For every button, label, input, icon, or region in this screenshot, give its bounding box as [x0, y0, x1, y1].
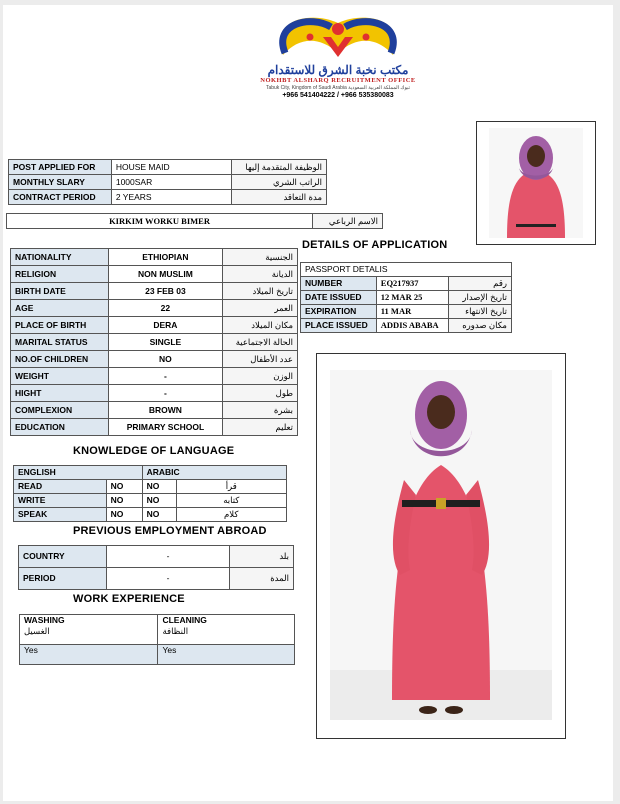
passport-field-value: ADDIS ABABA	[376, 319, 448, 333]
name-table	[6, 213, 383, 229]
language-skill-label: SPEAK	[14, 508, 107, 522]
work-value: Yes	[20, 645, 158, 665]
personal-field-ar-label: عدد الأطفال	[223, 351, 298, 368]
personal-row	[11, 317, 298, 334]
passport-field-ar-label: مكان صدوره	[448, 319, 511, 333]
job-row	[9, 160, 327, 175]
portrait-photo-frame	[476, 121, 596, 245]
personal-row	[11, 249, 298, 266]
language-row	[14, 508, 287, 522]
previous-field-ar-label: بلد	[230, 546, 294, 568]
work-skill-en: WASHING	[24, 615, 65, 625]
job-field-ar-label: مدة التعاقد	[232, 190, 327, 205]
cv-page	[3, 5, 613, 801]
agency-name-en: NOKHBT ALSHARQ RECRUITMENT OFFICE	[260, 77, 416, 84]
language-col-english: ENGLISH	[14, 466, 143, 480]
passport-field-label: NUMBER	[301, 277, 377, 291]
work-skill-washing	[20, 615, 158, 645]
personal-field-ar-label: بشرة	[223, 402, 298, 419]
passport-field-label: DATE ISSUED	[301, 291, 377, 305]
passport-field-value: 12 MAR 25	[376, 291, 448, 305]
personal-field-label: HIGHT	[11, 385, 109, 402]
personal-field-label: BIRTH DATE	[11, 283, 109, 300]
job-field-label: MONTHLY SLARY	[9, 175, 112, 190]
job-field-ar-label: الوظيفة المتقدمة إليها	[232, 160, 327, 175]
passport-table	[300, 262, 512, 333]
language-skill-label: READ	[14, 480, 107, 494]
personal-row	[11, 300, 298, 317]
full-body-photo-frame	[316, 353, 566, 739]
personal-field-value: NON MUSLIM	[108, 266, 222, 283]
personal-field-ar-label: طول	[223, 385, 298, 402]
personal-field-value: NO	[108, 351, 222, 368]
personal-field-label: NO.OF CHILDREN	[11, 351, 109, 368]
personal-field-label: AGE	[11, 300, 109, 317]
language-arabic-level: NO	[142, 480, 176, 494]
passport-field-ar-label: رقم	[448, 277, 511, 291]
full-name-ar-label: الاسم الرباعي	[313, 214, 383, 229]
personal-field-ar-label: تاريخ الميلاد	[223, 283, 298, 300]
personal-field-value: PRIMARY SCHOOL	[108, 419, 222, 436]
language-row	[14, 480, 287, 494]
passport-field-value: 11 MAR	[376, 305, 448, 319]
personal-field-label: COMPLEXION	[11, 402, 109, 419]
personal-field-value: 22	[108, 300, 222, 317]
personal-field-label: MARITAL STATUS	[11, 334, 109, 351]
passport-field-label: PLACE ISSUED	[301, 319, 377, 333]
previous-field-ar-label: المدة	[230, 568, 294, 590]
personal-field-ar-label: العمر	[223, 300, 298, 317]
passport-row	[301, 291, 512, 305]
personal-field-value: 23 FEB 03	[108, 283, 222, 300]
personal-field-ar-label: الجنسية	[223, 249, 298, 266]
personal-table	[10, 248, 298, 436]
full-body-photo	[330, 370, 552, 720]
personal-field-value: BROWN	[108, 402, 222, 419]
personal-row	[11, 283, 298, 300]
previous-row	[19, 546, 294, 568]
language-arabic-level: NO	[142, 494, 176, 508]
personal-field-ar-label: الحالة الاجتماعية	[223, 334, 298, 351]
personal-field-ar-label: الوزن	[223, 368, 298, 385]
portrait-photo	[489, 128, 583, 238]
personal-row	[11, 266, 298, 283]
language-col-arabic: ARABIC	[142, 466, 286, 480]
agency-address: Tabuk City, Kingdom of Saudi Arabia تبوك المملكة العربية السعودية	[265, 85, 411, 91]
full-name: KIRKIM WORKU BIMER	[7, 214, 313, 229]
personal-field-value: SINGLE	[108, 334, 222, 351]
personal-field-ar-label: مكان الميلاد	[223, 317, 298, 334]
personal-field-label: NATIONALITY	[11, 249, 109, 266]
job-field-value: HOUSE MAID	[111, 160, 231, 175]
work-value: Yes	[158, 645, 295, 665]
job-field-label: POST APPLIED FOR	[9, 160, 112, 175]
personal-field-ar-label: الديانة	[223, 266, 298, 283]
passport-title: PASSPORT DETALIS	[301, 263, 512, 277]
language-table	[13, 465, 287, 522]
previous-table	[18, 545, 294, 590]
work-skill-ar: النظافة	[162, 626, 189, 636]
passport-field-ar-label: تاريخ الإصدار	[448, 291, 511, 305]
job-field-value: 1000SAR	[111, 175, 231, 190]
job-field-label: CONTRACT PERIOD	[9, 190, 112, 205]
personal-field-label: PLACE OF BIRTH	[11, 317, 109, 334]
work-table	[19, 614, 295, 665]
details-heading: DETAILS OF APPLICATION	[302, 239, 448, 251]
personal-field-value: -	[108, 368, 222, 385]
job-table	[8, 159, 327, 205]
passport-row	[301, 277, 512, 291]
personal-field-ar-label: تعليم	[223, 419, 298, 436]
language-english-level: NO	[106, 494, 142, 508]
personal-row	[11, 351, 298, 368]
passport-row	[301, 319, 512, 333]
work-skill-cleaning	[158, 615, 295, 645]
personal-row	[11, 334, 298, 351]
personal-field-value: ETHIOPIAN	[108, 249, 222, 266]
language-english-level: NO	[106, 508, 142, 522]
work-skill-en: CLEANING	[162, 615, 207, 625]
passport-field-value: EQ217937	[376, 277, 448, 291]
personal-row	[11, 402, 298, 419]
personal-field-label: RELIGION	[11, 266, 109, 283]
language-english-level: NO	[106, 480, 142, 494]
work-skill-ar: الغسيل	[24, 626, 50, 636]
language-skill-ar-label: كلام	[176, 508, 287, 522]
personal-field-label: WEIGHT	[11, 368, 109, 385]
passport-row	[301, 305, 512, 319]
personal-row	[11, 385, 298, 402]
personal-field-label: EDUCATION	[11, 419, 109, 436]
language-arabic-level: NO	[142, 508, 176, 522]
previous-field-label: COUNTRY	[19, 546, 107, 568]
personal-field-value: DERA	[108, 317, 222, 334]
personal-field-value: -	[108, 385, 222, 402]
language-skill-ar-label: كتابه	[176, 494, 287, 508]
agency-name-ar: مكتب نخبة الشرق للاستقدام	[267, 63, 409, 77]
job-field-ar-label: الراتب الشري	[232, 175, 327, 190]
previous-field-label: PERIOD	[19, 568, 107, 590]
work-heading: WORK EXPERIENCE	[73, 593, 185, 605]
previous-row	[19, 568, 294, 590]
agency-phones: +966 541404222 / +966 535380083	[282, 92, 394, 99]
language-skill-label: WRITE	[14, 494, 107, 508]
personal-row	[11, 419, 298, 436]
language-row	[14, 494, 287, 508]
agency-logo	[213, 13, 463, 103]
previous-field-value: -	[106, 546, 229, 568]
language-heading: KNOWLEDGE OF LANGUAGE	[73, 445, 235, 457]
passport-field-label: EXPIRATION	[301, 305, 377, 319]
job-field-value: 2 YEARS	[111, 190, 231, 205]
language-skill-ar-label: قرأ	[176, 480, 287, 494]
job-row	[9, 190, 327, 205]
job-row	[9, 175, 327, 190]
passport-field-ar-label: تاريخ الانتهاء	[448, 305, 511, 319]
previous-field-value: -	[106, 568, 229, 590]
previous-heading: PREVIOUS EMPLOYMENT ABROAD	[73, 525, 267, 537]
personal-row	[11, 368, 298, 385]
